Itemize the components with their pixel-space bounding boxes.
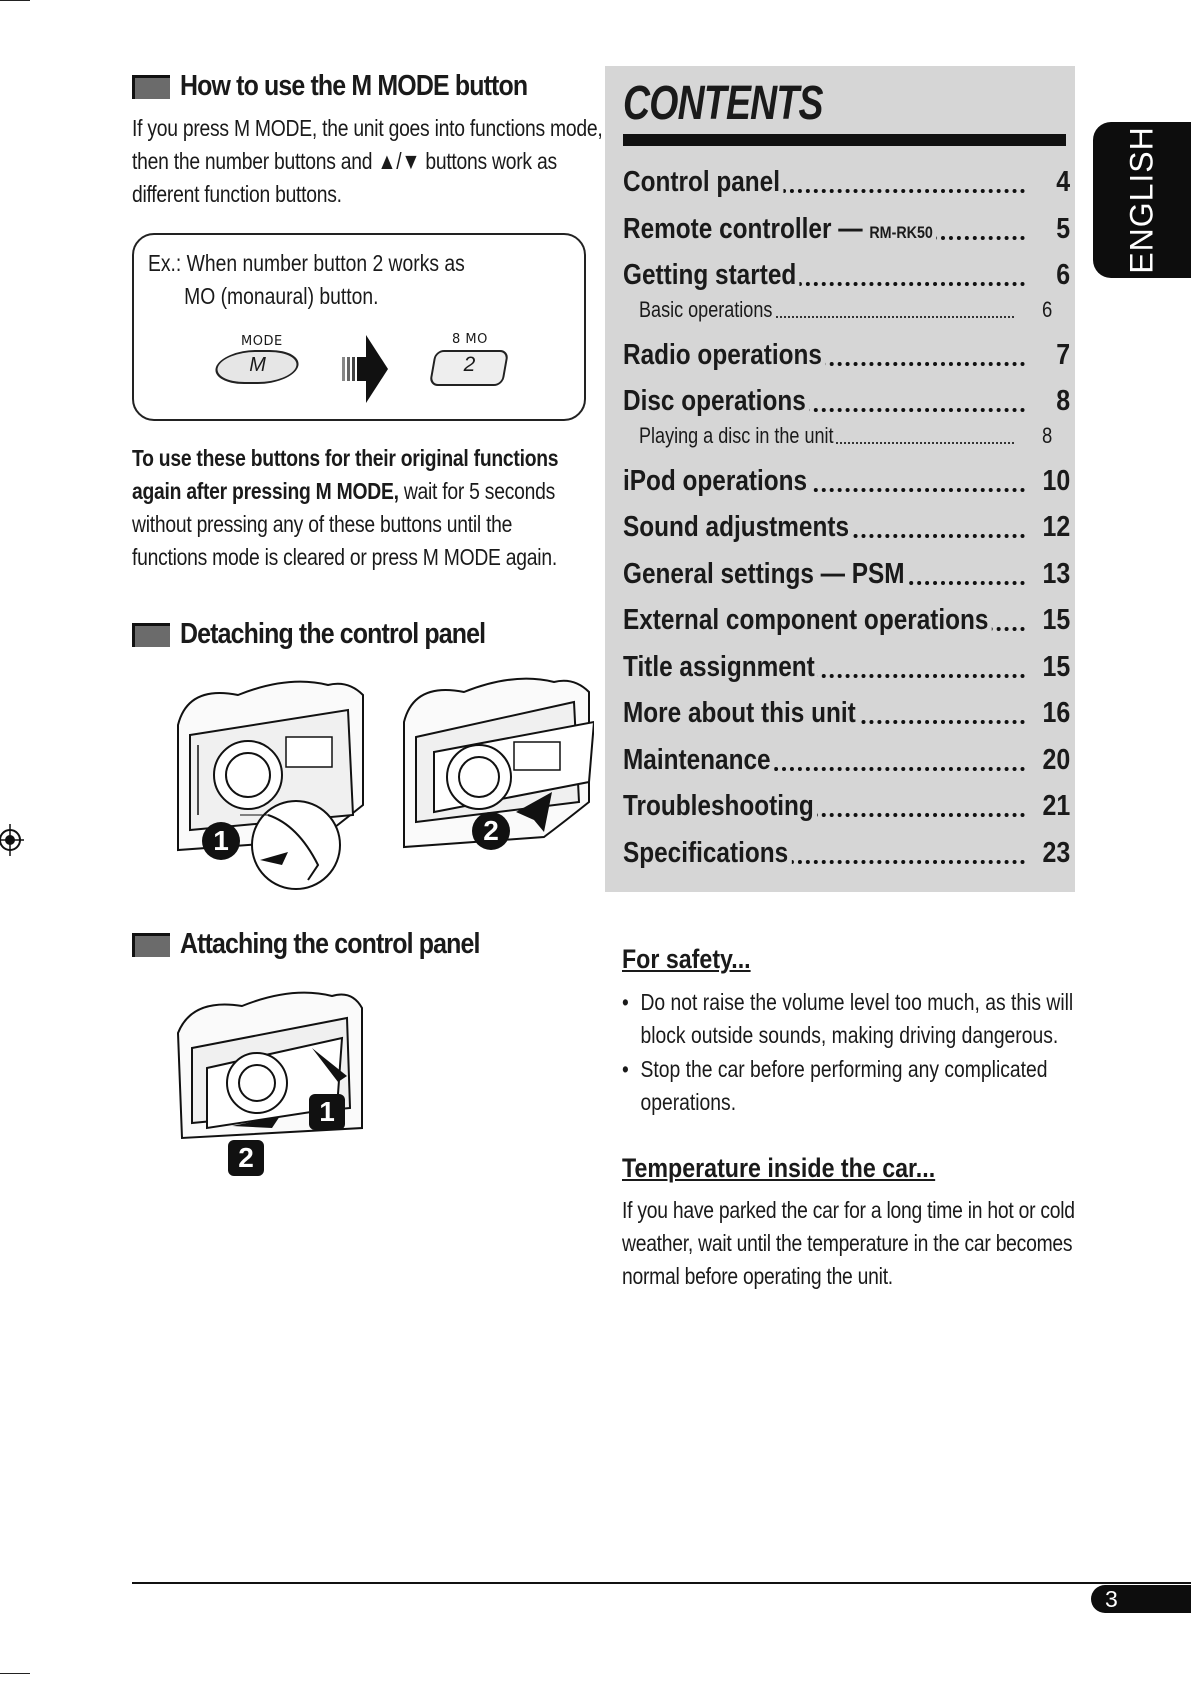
toc-page: 15 xyxy=(1042,651,1070,683)
toc-label: Troubleshooting xyxy=(623,790,817,823)
toc-entry-maintenance[interactable] xyxy=(623,744,1070,780)
contents-title: CONTENTS xyxy=(623,77,823,130)
attach-title: Attaching the control panel xyxy=(180,928,480,960)
toc-sub-label: Playing a disc in the unit xyxy=(639,423,836,449)
safety-bullet-2-line-2: operations. xyxy=(640,1089,737,1115)
crop-mark-left-bottom xyxy=(0,1673,30,1674)
mmode-line-1: If you press M MODE, the unit goes into functions mode, xyxy=(132,115,603,141)
section-marker-icon xyxy=(132,623,170,647)
toc-page: 20 xyxy=(1042,744,1070,776)
toc-page: 16 xyxy=(1042,697,1070,729)
toc-subentry-basic-operations[interactable] xyxy=(639,297,1052,325)
toc-page: 23 xyxy=(1042,837,1070,869)
temperature-line-1: If you have parked the car for a long time in hot or cold xyxy=(622,1197,1075,1223)
mmode-note xyxy=(132,442,558,574)
detach-step1-number: 1 xyxy=(202,822,240,860)
toc-page: 6 xyxy=(1056,259,1070,291)
toc-label: More about this unit xyxy=(623,697,859,730)
toc-entry-specifications[interactable] xyxy=(623,837,1070,873)
toc-label: Specifications xyxy=(623,837,792,870)
toc-label: Radio operations xyxy=(623,339,825,372)
toc-page: 7 xyxy=(1056,339,1070,371)
detach-step2-number: 2 xyxy=(472,812,510,850)
mmode-line-3: different function buttons. xyxy=(132,181,342,207)
toc-label: Disc operations xyxy=(623,385,809,418)
toc-entry-ipod-operations[interactable] xyxy=(623,465,1070,501)
toc-entry-radio-operations[interactable] xyxy=(623,339,1070,375)
attach-heading xyxy=(132,928,528,961)
number-key-text: 2 xyxy=(463,353,476,376)
toc-page: 21 xyxy=(1042,790,1070,822)
temperature-title: Temperature inside the car... xyxy=(622,1153,936,1183)
toc-page: 15 xyxy=(1042,604,1070,636)
contents-rule xyxy=(623,134,1066,146)
toc-entry-general-settings[interactable] xyxy=(623,558,1070,594)
registration-mark-icon xyxy=(0,820,26,860)
toc-sub-page: 6 xyxy=(1041,297,1052,322)
mmode-title: How to use the M MODE button xyxy=(180,70,528,102)
mmode-heading xyxy=(132,70,584,103)
bullet-dot: • xyxy=(622,1056,629,1082)
safety-bullet-2 xyxy=(622,1053,1047,1119)
toc-entry-title-assignment[interactable] xyxy=(623,651,1070,687)
language-tab-label: ENGLISH xyxy=(1123,126,1160,274)
example-line-2: MO (monaural) button. xyxy=(184,283,379,309)
page-number-tab xyxy=(1091,1585,1191,1613)
toc-entry-control-panel[interactable] xyxy=(623,166,1070,202)
detach-step1-illustration xyxy=(168,665,368,895)
toc-subentry-playing-a-disc[interactable] xyxy=(639,423,1052,451)
toc-entry-getting-started[interactable] xyxy=(623,259,1070,295)
bullet-dot: • xyxy=(622,989,629,1015)
arrow-right-icon xyxy=(342,335,388,403)
page-number: 3 xyxy=(1105,1586,1118,1612)
detach-heading xyxy=(132,618,535,651)
note-line-3: without pressing any of these buttons until the xyxy=(132,511,513,537)
footer-rule xyxy=(132,1582,1191,1584)
number-key-illustration xyxy=(429,350,509,386)
mmode-paragraph xyxy=(132,112,602,211)
toc-sub-label: Basic operations xyxy=(639,297,775,323)
toc-entry-remote-controller[interactable] xyxy=(623,213,1070,249)
safety-bullet-1-line-2: block outside sounds, making driving dangerous. xyxy=(640,1022,1059,1048)
toc-model: RM-RK50 xyxy=(869,223,933,242)
toc-label-text: Remote controller — xyxy=(623,213,863,245)
note-rest-2: wait for 5 seconds xyxy=(398,478,555,504)
temperature-line-2: weather, wait until the temperature in the car becomes xyxy=(622,1230,1073,1256)
toc-label: General settings — PSM xyxy=(623,558,908,591)
toc-entry-troubleshooting[interactable] xyxy=(623,790,1070,826)
mmode-line-2: then the number buttons and ▲/▼ buttons work as xyxy=(132,148,557,174)
toc-page: 10 xyxy=(1042,465,1070,497)
attach-step1-number: 1 xyxy=(309,1094,345,1130)
crop-mark-left-top xyxy=(0,0,30,1)
toc-label: Title assignment xyxy=(623,651,818,684)
toc-page: 12 xyxy=(1042,511,1070,543)
example-text xyxy=(148,247,465,313)
number-label: 8 MO xyxy=(452,332,488,347)
toc-label: Getting started xyxy=(623,259,800,292)
section-marker-icon xyxy=(132,933,170,957)
contents-panel xyxy=(605,66,1075,892)
toc-page: 4 xyxy=(1056,166,1070,198)
language-tab xyxy=(1093,122,1191,278)
toc-entry-sound-adjustments[interactable] xyxy=(623,511,1070,547)
toc-label: Maintenance xyxy=(623,744,774,777)
note-bold-2: again after pressing M MODE, xyxy=(132,478,399,504)
toc-entry-disc-operations[interactable] xyxy=(623,385,1070,421)
toc-label: Sound adjustments xyxy=(623,511,852,544)
note-line-1 xyxy=(132,442,558,475)
toc-label: External component operations xyxy=(623,604,992,637)
toc-entry-more-about-this-unit[interactable] xyxy=(623,697,1070,733)
attach-step2-number: 2 xyxy=(228,1140,264,1176)
note-line-2 xyxy=(132,475,558,508)
safety-title: For safety... xyxy=(622,944,751,974)
toc-label xyxy=(623,213,936,246)
section-marker-icon xyxy=(132,75,170,99)
temperature-line-3: normal before operating the unit. xyxy=(622,1263,893,1289)
temperature-paragraph xyxy=(622,1194,1075,1293)
toc-entry-external-component[interactable] xyxy=(623,604,1070,640)
toc-sub-page: 8 xyxy=(1041,423,1052,448)
mode-key-text: M xyxy=(249,354,266,376)
toc-label: iPod operations xyxy=(623,465,810,498)
mode-key-illustration xyxy=(210,350,304,384)
note-line-4: functions mode is cleared or press M MODE again. xyxy=(132,544,557,570)
toc-label: Control panel xyxy=(623,166,783,199)
note-bold-1: To use these buttons for their original functions xyxy=(132,445,559,471)
safety-bullet-1 xyxy=(622,986,1073,1052)
mode-label: MODE xyxy=(241,334,283,349)
detach-title: Detaching the control panel xyxy=(180,618,486,650)
example-line-1: Ex.: When number button 2 works as xyxy=(148,250,465,276)
toc-page: 8 xyxy=(1056,385,1070,417)
toc-page: 13 xyxy=(1042,558,1070,590)
safety-bullet-1-line-1: Do not raise the volume level too much, as this will xyxy=(640,989,1074,1015)
safety-bullet-2-line-1: Stop the car before performing any complicated xyxy=(640,1056,1048,1082)
toc-page: 5 xyxy=(1056,213,1070,245)
example-box xyxy=(132,233,586,421)
